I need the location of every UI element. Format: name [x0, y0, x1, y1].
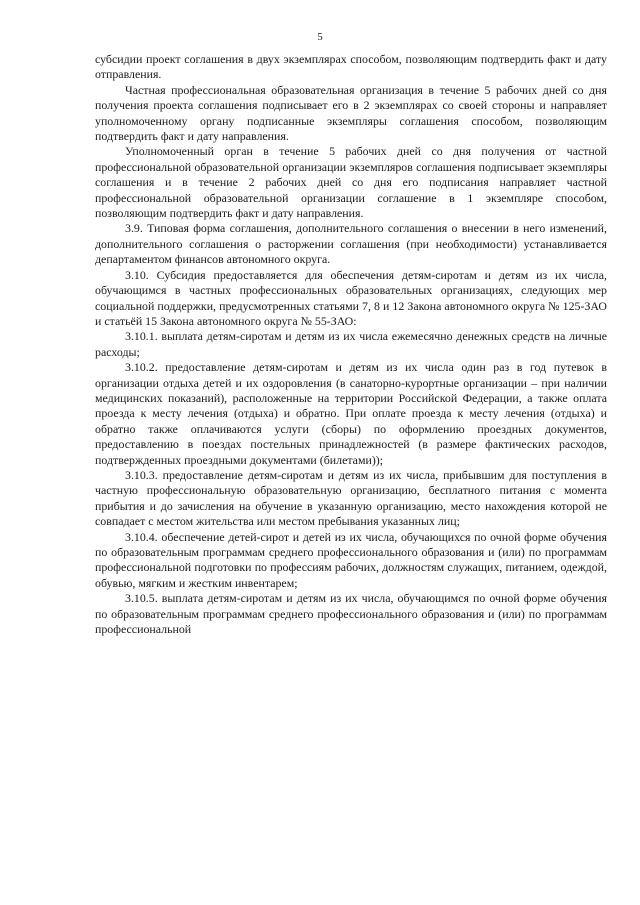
- paragraph-3-9: 3.9. Типовая форма соглашения, дополнительного соглашения о внесении в него изменений, дополнительного соглашения о расторжении соглашения (при необходимости) устанавливается департаментом финансов автономного округа.: [95, 221, 607, 267]
- paragraph-3-10-4: 3.10.4. обеспечение детей-сирот и детей из их числа, обучающихся по очной форме обучения по образовательным программам среднего профессионального образования и (или) по программам профессиональной подготовки по профессиям рабочих, должностям служащих, питанием, одеждой, обувью, мягким и жестким инвентарем;: [95, 529, 607, 590]
- paragraph-organization-signing: Частная профессиональная образовательная организация в течение 5 рабочих дней со дня получения проекта соглашения подписывает его в 2 экземплярах со своей стороны и направляет уполномоченному органу подписанные экземпляры соглашения способом, позволяющим подтвердить факт и дату направления.: [95, 82, 607, 144]
- document-body: [95, 52, 607, 637]
- page-number: 5: [317, 31, 323, 43]
- paragraph-3-10-3: 3.10.3. предоставление детям-сиротам и детям из их числа, прибывшим для поступления в частную профессиональную образовательную организацию, бесплатного питания с момента прибытия и до зачисления на обучение в указанную организацию, место нахождения которой не совпадает с местом жительства или местом пребывания указанных лиц;: [95, 467, 607, 529]
- paragraph-3-10-2: 3.10.2. предоставление детям-сиротам и детям из их числа один раз в год путевок в организации отдыха детей и их оздоровления (в санаторно-курортные организации – при наличии медицинских показаний), расположенные на территории Российской Федерации, а также оплата проезда к месту лечения (отдыха) и обратно. При оплате проезда к месту лечения (отдыха) и обратно также оплачиваются услуги (сборы) по оформлению проездных документов, предоставлению в поездах постельных принадлежностей (в размере фактических расходов, подтвержденных проездными документами (билетами));: [95, 360, 607, 467]
- paragraph-continuation: субсидии проект соглашения в двух экземплярах способом, позволяющим подтвердить факт и дату отправления.: [95, 52, 607, 82]
- paragraph-3-10-5: 3.10.5. выплата детям-сиротам и детям из их числа, обучающимся по очной форме обучения по образовательным программам среднего профессионального образования и (или) по программам профессиональной: [95, 591, 607, 637]
- paragraph-3-10-1: 3.10.1. выплата детям-сиротам и детям из их числа ежемесячно денежных средств на личные расходы;: [95, 329, 607, 359]
- paragraph-3-10: 3.10. Субсидия предоставляется для обеспечения детям-сиротам и детям из их числа, обучающимся в частных профессиональных образовательных организациях, следующих мер социальной поддержки, предусмотренных статьями 7, 8 и 12 Закона автономного округа № 125-ЗАО и статьёй 15 Закона автономного округа № 55-ЗАО:: [95, 267, 607, 328]
- paragraph-authority-signing: Уполномоченный орган в течение 5 рабочих дней со дня получения от частной профессиональной образовательной организации экземпляров соглашения подписывает экземпляры соглашения и в течение 2 рабочих дней со дня его подписания направляет частной профессиональной образовательной организации соглашение в 1 экземпляре способом, позволяющим подтвердить факт и дату направления.: [95, 144, 607, 221]
